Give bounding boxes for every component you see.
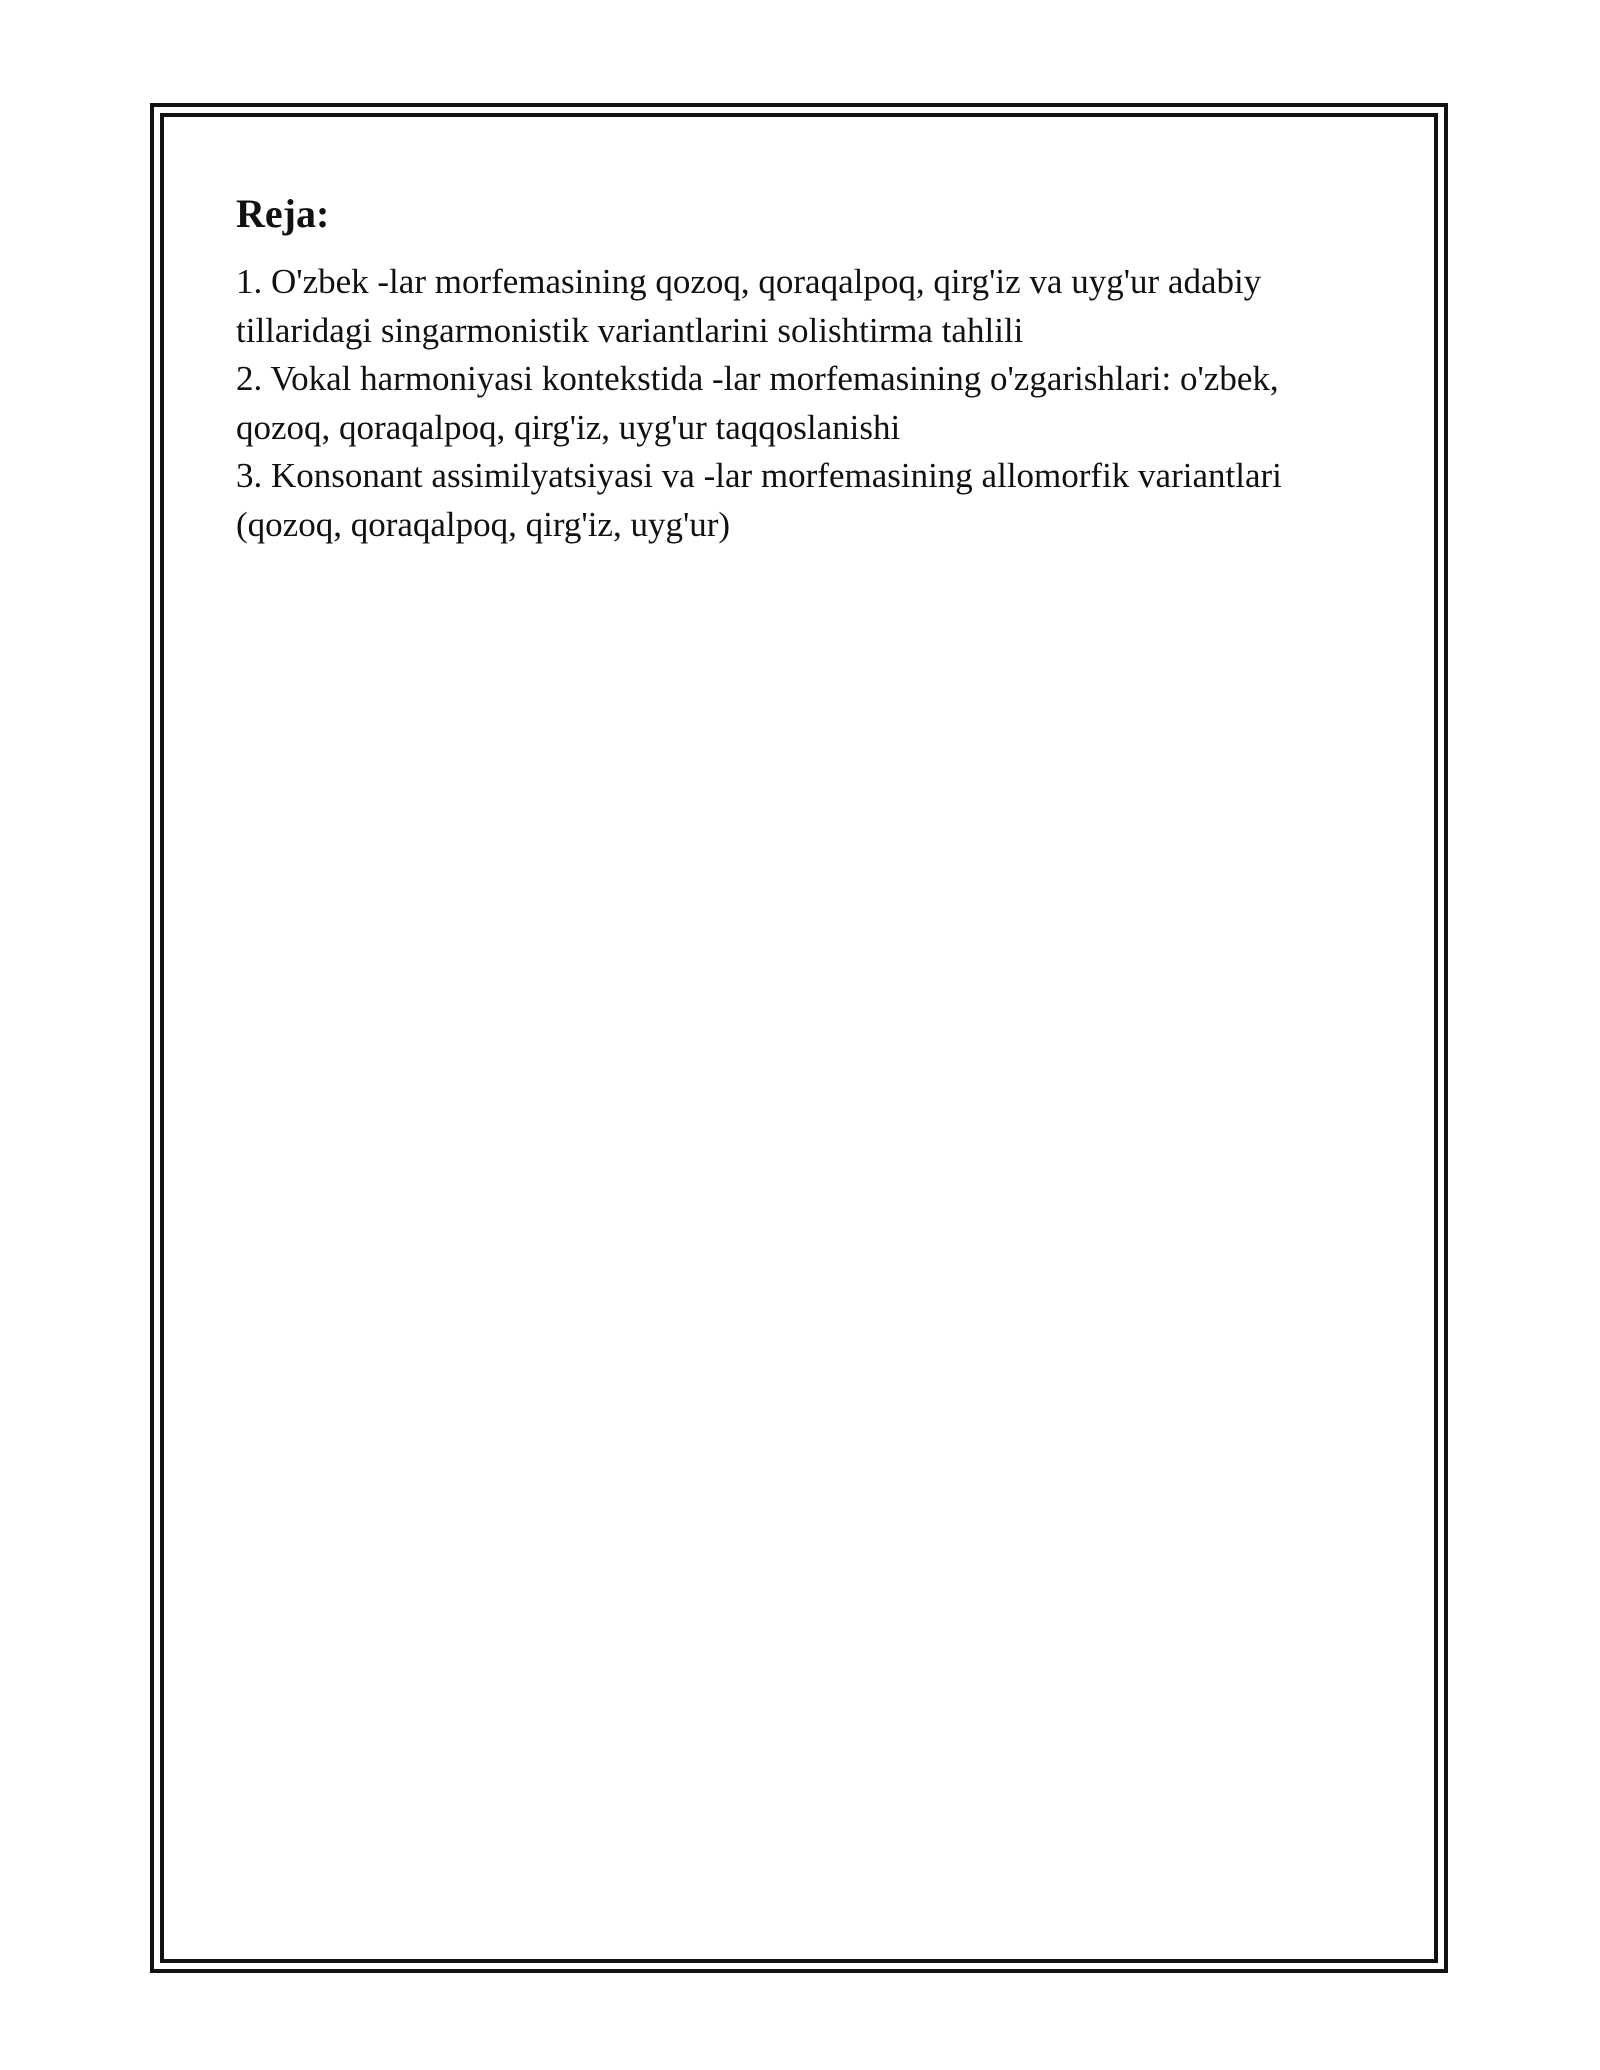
document-body — [236, 188, 1356, 549]
plan-item-2: 2. Vokal harmoniyasi kontekstida -lar morfemasining o'zgarishlari: o'zbek, qozoq, qoraqalpoq, qirg'iz, uyg'ur taqqoslanishi — [236, 359, 1279, 447]
plan-item-3: 3. Konsonant assimilyatsiyasi va -lar morfemasining allomorfik variantlari (qozoq, qoraqalpoq, qirg'iz, uyg'ur) — [236, 456, 1282, 544]
plan-item-1: 1. O'zbek -lar morfemasining qozoq, qoraqalpoq, qirg'iz va uyg'ur adabiy tillaridagi singarmonistik variantlarini solishtirma tahlili — [236, 262, 1262, 350]
plan-heading: Reja: — [236, 191, 330, 236]
plan-list — [236, 258, 1356, 549]
